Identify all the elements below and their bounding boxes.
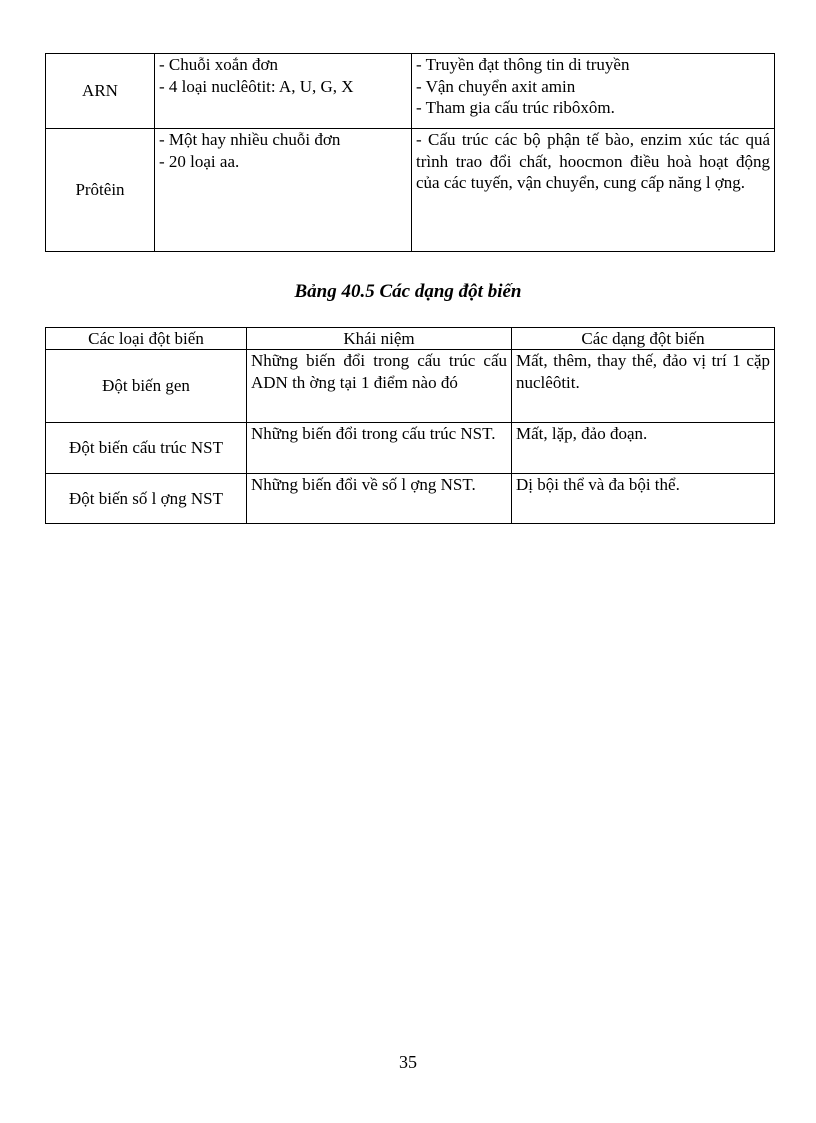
column-header: Khái niệm xyxy=(247,328,512,350)
table-row xyxy=(46,54,775,129)
function-line: - Cấu trúc các bộ phận tế bào, enzim xúc tác quá trình trao đổi chất, hoocmon điều hoà hoạt động của các tuyến, vận chuyển, cung cấp năng l ợng. xyxy=(416,130,770,192)
table-row xyxy=(46,474,775,524)
mutation-type-cell: Đột biến cấu trúc NST xyxy=(46,423,247,474)
table-row xyxy=(46,350,775,423)
mutation-types-table xyxy=(45,327,775,524)
structure-line: - Chuỗi xoắn đơn xyxy=(159,55,279,74)
structure-cell xyxy=(155,129,412,252)
row-name-cell: ARN xyxy=(46,54,155,129)
column-header: Các dạng đột biến xyxy=(512,328,775,350)
structure-line: - Một hay nhiều chuỗi đơn xyxy=(159,130,341,149)
header-row xyxy=(46,328,775,350)
structure-cell xyxy=(155,54,412,129)
function-line: - Truyền đạt thông tin di truyền xyxy=(416,55,630,74)
nucleic-acid-protein-table xyxy=(45,53,775,252)
forms-cell: Mất, thêm, thay thế, đảo vị trí 1 cặp nuclêôtit. xyxy=(512,350,775,423)
row-name-cell: Prôtêin xyxy=(46,129,155,252)
function-line: - Vận chuyển axit amin xyxy=(416,76,576,96)
mutation-type-cell: Đột biến gen xyxy=(46,350,247,423)
function-cell xyxy=(412,129,775,252)
concept-cell: Những biến đổi trong cấu trúc cấu ADN th ờng tại 1 điểm nào đó xyxy=(247,350,512,423)
page-number: 35 xyxy=(399,1052,417,1072)
column-header: Các loại đột biến xyxy=(46,328,247,350)
structure-line: - 4 loại nuclêôtit: A, U, G, X xyxy=(159,76,354,96)
function-cell xyxy=(412,54,775,129)
structure-line: - 20 loại aa. xyxy=(159,151,240,171)
mutation-type-cell: Đột biến số l ợng NST xyxy=(46,474,247,524)
concept-cell: Những biến đổi trong cấu trúc NST. xyxy=(247,423,512,474)
table-row xyxy=(46,129,775,252)
table-caption: Bảng 40.5 Các dạng đột biến xyxy=(294,281,522,302)
table-row xyxy=(46,423,775,474)
function-line: - Tham gia cấu trúc ribôxôm. xyxy=(416,98,615,117)
forms-cell: Dị bội thể và đa bội thể. xyxy=(512,474,775,524)
forms-cell: Mất, lặp, đảo đoạn. xyxy=(512,423,775,474)
concept-cell: Những biến đổi về số l ợng NST. xyxy=(247,474,512,524)
